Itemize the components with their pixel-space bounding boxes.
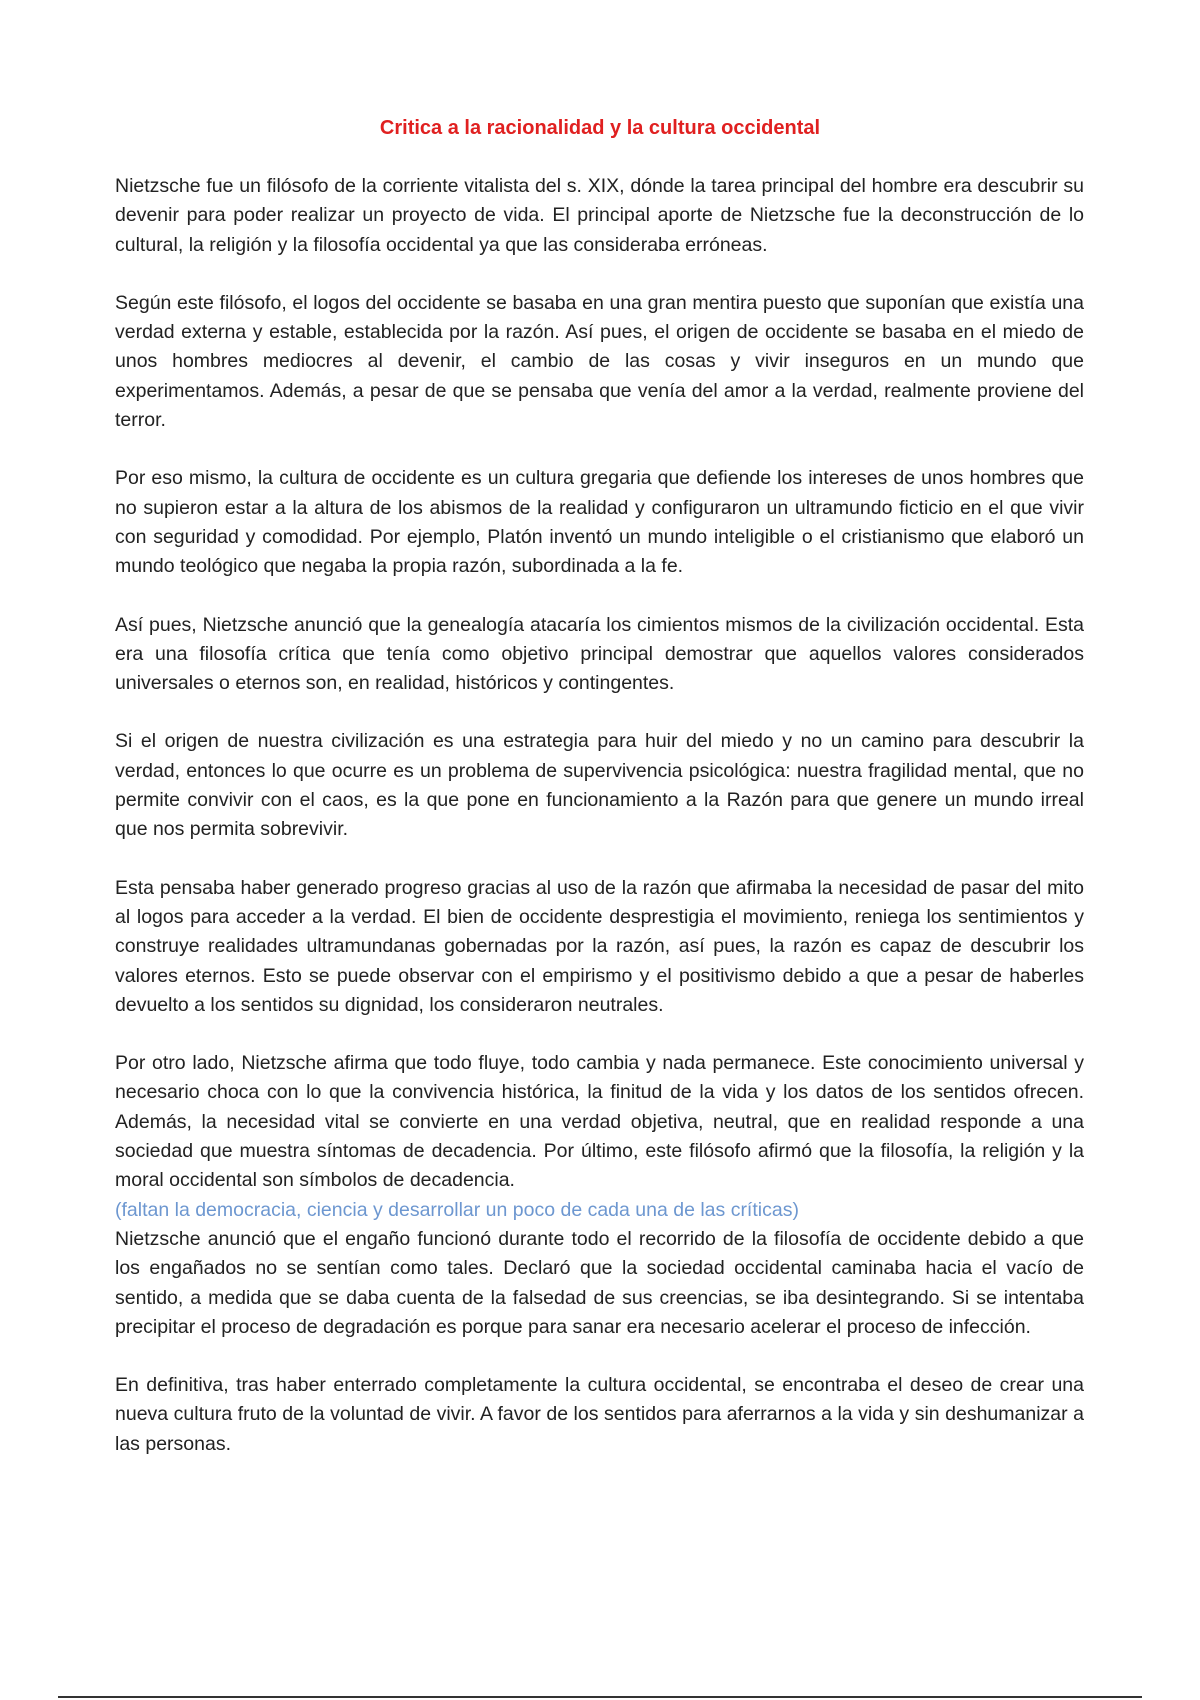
paragraph-5: Si el origen de nuestra civilización es una estrategia para huir del miedo y no un camino para descubrir la verdad, entonces lo que ocurre es un problema de supervivencia psicológica: nuestra fragilidad mental, que no permite convivir con el caos, es la que pone en funcionamiento a la Razón para que genere un mundo irreal que nos permita sobrevivir. [115,730,1084,841]
document-body [115,172,1084,1488]
paragraph-3: Por eso mismo, la cultura de occidente es un cultura gregaria que defiende los intereses de unos hombres que no supieron estar a la altura de los abismos de la realidad y configuraron un ultramundo ficticio en el que vivir con seguridad y comodidad. Por ejemplo, Platón inventó un mundo inteligible o el cristianismo que elaboró un mundo teológico que negaba la propia razón, subordinada a la fe. [115,467,1084,578]
paragraph-4: Así pues, Nietzsche anunció que la genealogía atacaría los cimientos mismos de la civilización occidental. Esta era una filosofía crítica que tenía como objetivo principal demostrar que aquellos valores considerados universales o eternos son, en realidad, históricos y contingentes. [115,613,1084,695]
paragraph-2: Según este filósofo, el logos del occidente se basaba en una gran mentira puesto que suponían que existía una verdad externa y estable, establecida por la razón. Así pues, el origen de occidente se basaba en el miedo de unos hombres mediocres al devenir, el cambio de las cosas y vivir inseguros en un mundo que experimentamos. Además, a pesar de que se pensaba que venía del amor a la verdad, realmente proviene del terror. [115,291,1084,432]
paragraph-1: Nietzsche fue un filósofo de la corriente vitalista del s. XIX, dónde la tarea principal del hombre era descubrir su devenir para poder realizar un proyecto de vida. El principal aporte de Nietzsche fue la deconstrucción de lo cultural, la religión y la filosofía occidental ya que las consideraba erróneas. [115,175,1084,256]
paragraph-9: En definitiva, tras haber enterrado completamente la cultura occidental, se encontraba el deseo de crear una nueva cultura fruto de la voluntad de vivir. A favor de los sentidos para aferrarnos a la vida y sin deshumanizar a las personas. [115,1374,1084,1455]
paragraph-8: Nietzsche anunció que el engaño funcionó durante todo el recorrido de la filosofía de occidente debido a que los engañados no se sentían como tales. Declaró que la sociedad occidental caminaba hacia el vacío de sentido, a medida que se daba cuenta de la falsedad de sus creencias, se iba desintegrando. Si se intentaba precipitar el proceso de degradación es porque para sanar era necesario acelerar el proceso de infección. [115,1227,1084,1338]
document-title: Critica a la racionalidad y la cultura occidental [379,117,821,139]
paragraph-6: Esta pensaba haber generado progreso gracias al uso de la razón que afirmaba la necesidad de pasar del mito al logos para acceder a la verdad. El bien de occidente desprestigia el movimiento, reniega los sentimientos y construye realidades ultramundanas gobernadas por la razón, así pues, la razón es capaz de descubrir los valores eternos. Esto se puede observar con el empirismo y el positivismo debido a que a pesar de haberles devuelto a los sentidos su dignidad, los consideraron neutrales. [115,876,1084,1016]
page-bottom-divider [58,1696,1142,1698]
reviewer-annotation: (faltan la democracia, ciencia y desarrollar un poco de cada una de las críticas) [115,1198,799,1221]
paragraph-7: Por otro lado, Nietzsche afirma que todo fluye, todo cambia y nada permanece. Este conocimiento universal y necesario choca con lo que la convivencia histórica, la finitud de la vida y los datos de los sentidos ofrecen. Además, la necesidad vital se convierte en una verdad objetiva, neutral, que en realidad responde a una sociedad que muestra síntomas de decadencia. Por último, este filósofo afirmó que la filosofía, la religión y la moral occidental son símbolos de decadencia. [115,1052,1084,1192]
